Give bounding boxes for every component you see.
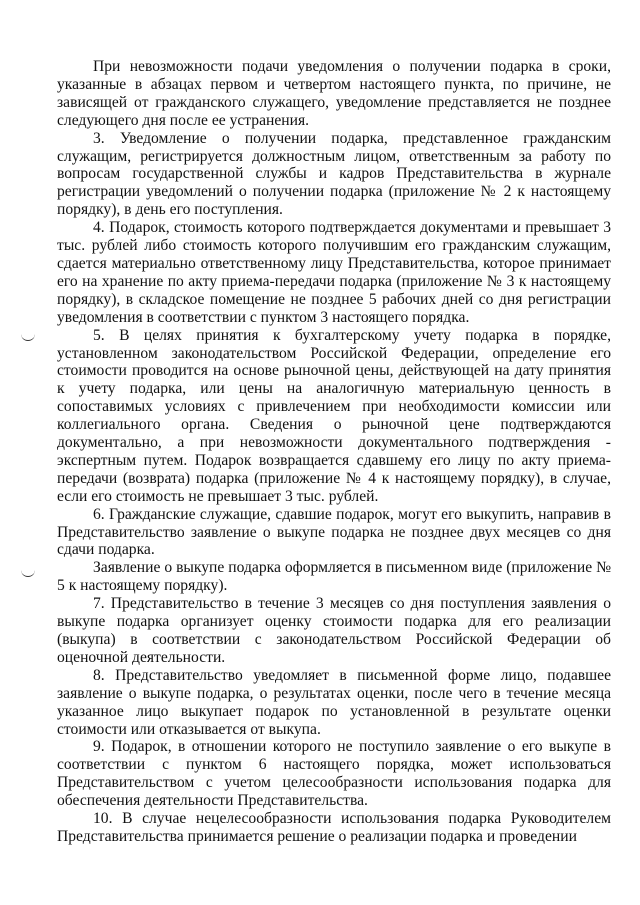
paragraph-item-7: 7. Представительство в течение 3 месяцев со дня поступления заявления о выкупе подарка организует оценку стоимости подарка для его реализации (выкупа) в соответствии с законодательством Российской Федерации об оценочной деятельности.: [57, 595, 611, 666]
scan-margin-mark: [21, 570, 35, 577]
paragraph-item-10: 10. В случае нецелесообразности использования подарка Руководителем Представительства принимается решение о реализации подарка и проведении: [57, 810, 611, 845]
document-page: [57, 58, 611, 846]
paragraph-item-4: 4. Подарок, стоимость которого подтверждается документами и превышает 3 тыс. рублей либо стоимость которого получившим его гражданским служащим, сдается материально ответственному лицу Представительства, которое принимает его на хранение по акту приема-передачи подарка (приложение № 3 к настоящему порядку), в складское помещение не позднее 5 рабочих дней со дня регистрации уведомления в соответствии с пунктом 3 настоящего порядка.: [57, 219, 611, 326]
paragraph-item-9: 9. Подарок, в отношении которого не поступило заявление о его выкупе в соответствии с пунктом 6 настоящего порядка, может использоваться Представительством с учетом целесообразности использования подарка для обеспечения деятельности Представительства.: [57, 738, 611, 810]
paragraph-item-3: 3. Уведомление о получении подарка, представленное гражданским служащим, регистрируется должностным лицом, ответственным за работу по вопросам государственной службы и кадров Представительства в журнале регистрации уведомлений о получении подарка (приложение № 2 к настоящему порядку), в день его поступления.: [57, 129, 611, 219]
paragraph-delay-notice: При невозможности подачи уведомления о получении подарка в сроки, указанные в абзацах первом и четвертом настоящего пункта, по причине, не зависящей от гражданского служащего, уведомление представляется не позднее следующего дня после ее устранения.: [57, 58, 611, 129]
paragraph-item-6: 6. Гражданские служащие, сдавшие подарок, могут его выкупить, направив в Представительство заявление о выкупе подарка не позднее двух месяцев со дня сдачи подарка.: [57, 505, 611, 559]
paragraph-item-8: 8. Представительство уведомляет в письменной форме лицо, подавшее заявление о выкупе подарка, о результатах оценки, после чего в течение месяца указанное лицо выкупает подарок по установленной в результате оценки стоимости или отказывается от выкупа.: [57, 666, 611, 738]
paragraph-item-5: 5. В целях принятия к бухгалтерскому учету подарка в порядке, установленном законодательством Российской Федерации, определение его стоимости проводится на основе рыночной цены, действующей на дату принятия к учету подарка, или цены на аналогичную материальную ценность в сопоставимых условиях с привлечением при необходимости комиссии или коллегиального органа. Сведения о рыночной цене подтверждаются документально, а при невозможности документального подтверждения - экспертным путем. Подарок возвращается сдавшему его лицу по акту приема-передачи (возврата) подарка (приложение № 4 к настоящему порядку), в случае, если его стоимость не превышает 3 тыс. рублей.: [57, 326, 611, 505]
paragraph-application-form: Заявление о выкупе подарка оформляется в письменном виде (приложение № 5 к настоящему порядку).: [57, 559, 611, 595]
scan-margin-mark: [21, 334, 35, 341]
